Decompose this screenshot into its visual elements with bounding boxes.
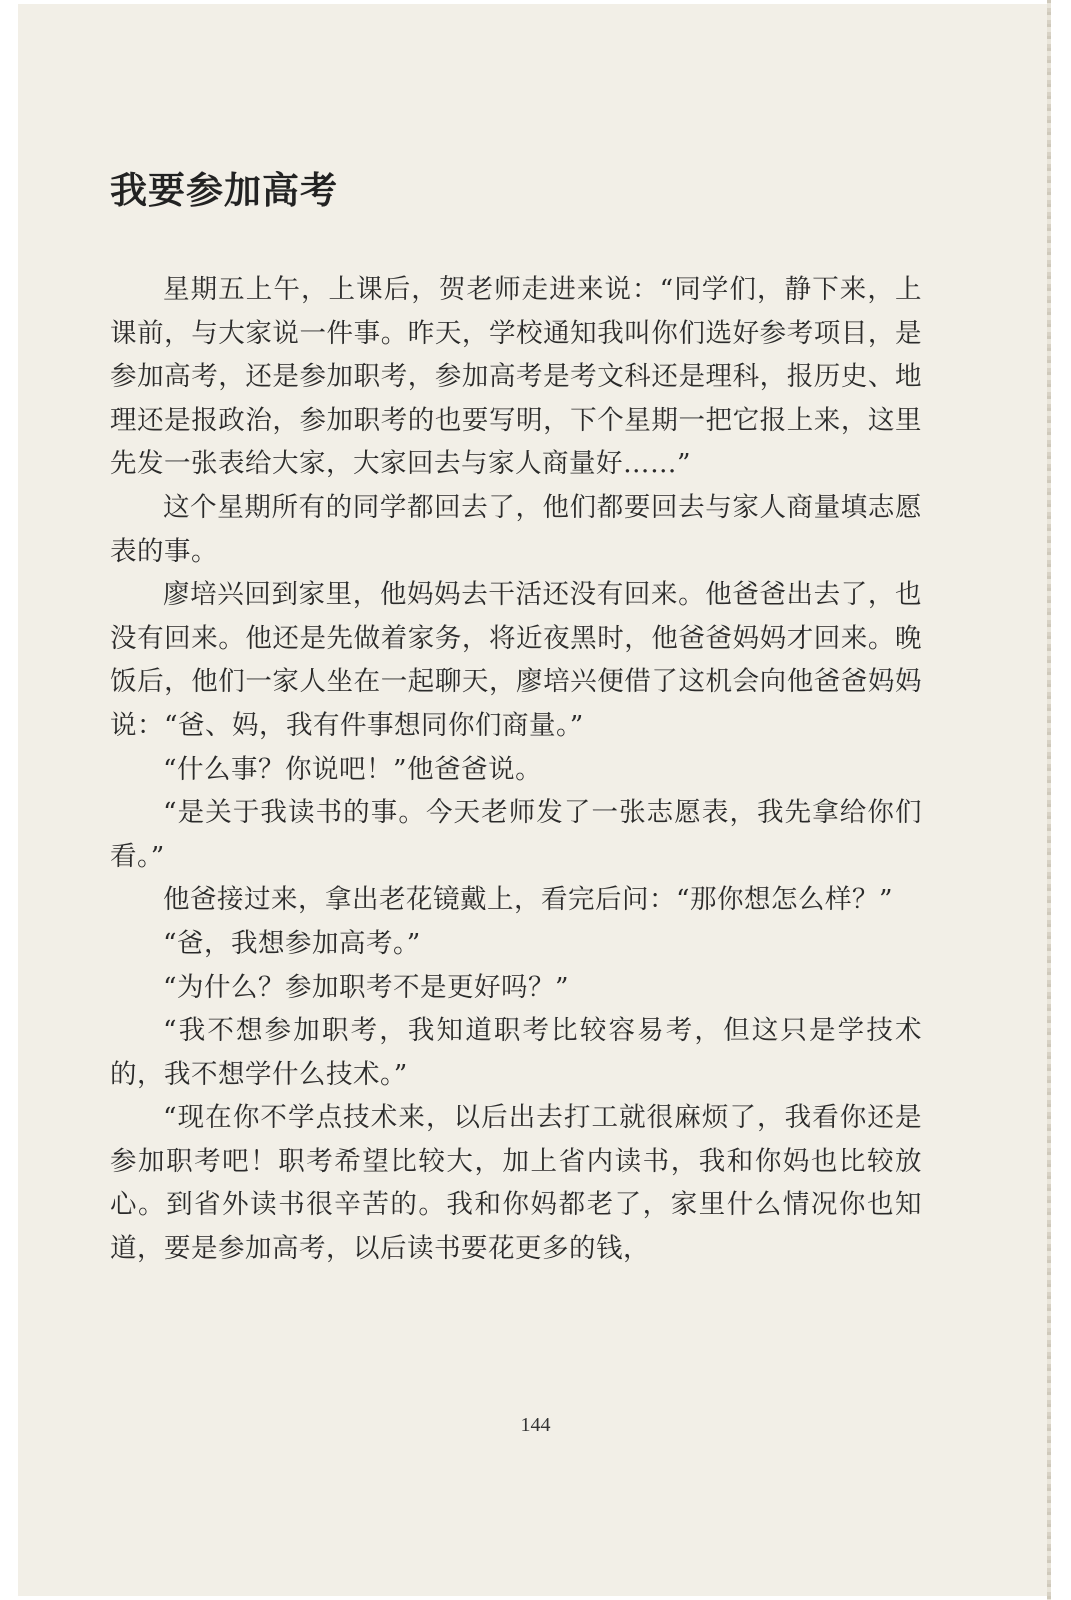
scan-right-margin <box>1051 0 1071 1600</box>
paragraph-5: “是关于我读书的事。今天老师发了一张志愿表，我先拿给你们看。” <box>110 797 922 872</box>
paragraph-10: “现在你不学点技术来，以后出去打工就很麻烦了，我看你还是参加职考吧！职考希望比较大，加上省内读书，我和你妈也比较放心。到省外读书很辛苦的。我和你妈都老了，家里什么情况你也知道，要是参加高考，以后读书要花更多的钱， <box>110 1102 922 1265</box>
chapter-title: 我要参加高考 <box>110 169 338 212</box>
paragraph-3: 廖培兴回到家里，他妈妈去干活还没有回来。他爸爸出去了，也没有回来。他还是先做着家务，将近夜黑时，他爸爸妈妈才回来。晚饭后，他们一家人坐在一起聊天，廖培兴便借了这机会向他爸爸妈妈说：“爸、妈，我有件事想同你们商量。” <box>110 579 922 741</box>
paragraph-1: 星期五上午，上课后，贺老师走进来说：“同学们，静下来，上课前，与大家说一件事。昨天，学校通知我叫你们选好参考项目，是参加高考，还是参加职考，参加高考是考文科还是理科，报历史、地理还是报政治，参加职考的也要写明，下个星期一把它报上来，这里先发一张表给大家，大家回去与家人商量好……” <box>110 274 922 480</box>
paragraph-6: 他爸接过来，拿出老花镜戴上，看完后问：“那你想怎么样？” <box>163 884 894 916</box>
paragraph-8: “为什么？参加职考不是更好吗？” <box>163 971 570 1003</box>
paragraph-2: 这个星期所有的同学都回去了，他们都要回去与家人商量填志愿表的事。 <box>110 491 922 567</box>
chapter-body <box>110 268 922 1271</box>
paragraph-9: “我不想参加职考，我知道职考比较容易考，但这只是学技术的，我不想学什么技术。” <box>110 1015 922 1090</box>
paragraph-4: “什么事？你说吧！”他爸爸说。 <box>163 753 543 785</box>
page-number: 144 <box>520 1414 551 1436</box>
scan-left-margin <box>0 0 20 1600</box>
paragraph-7: “爸，我想参加高考。” <box>163 927 421 959</box>
